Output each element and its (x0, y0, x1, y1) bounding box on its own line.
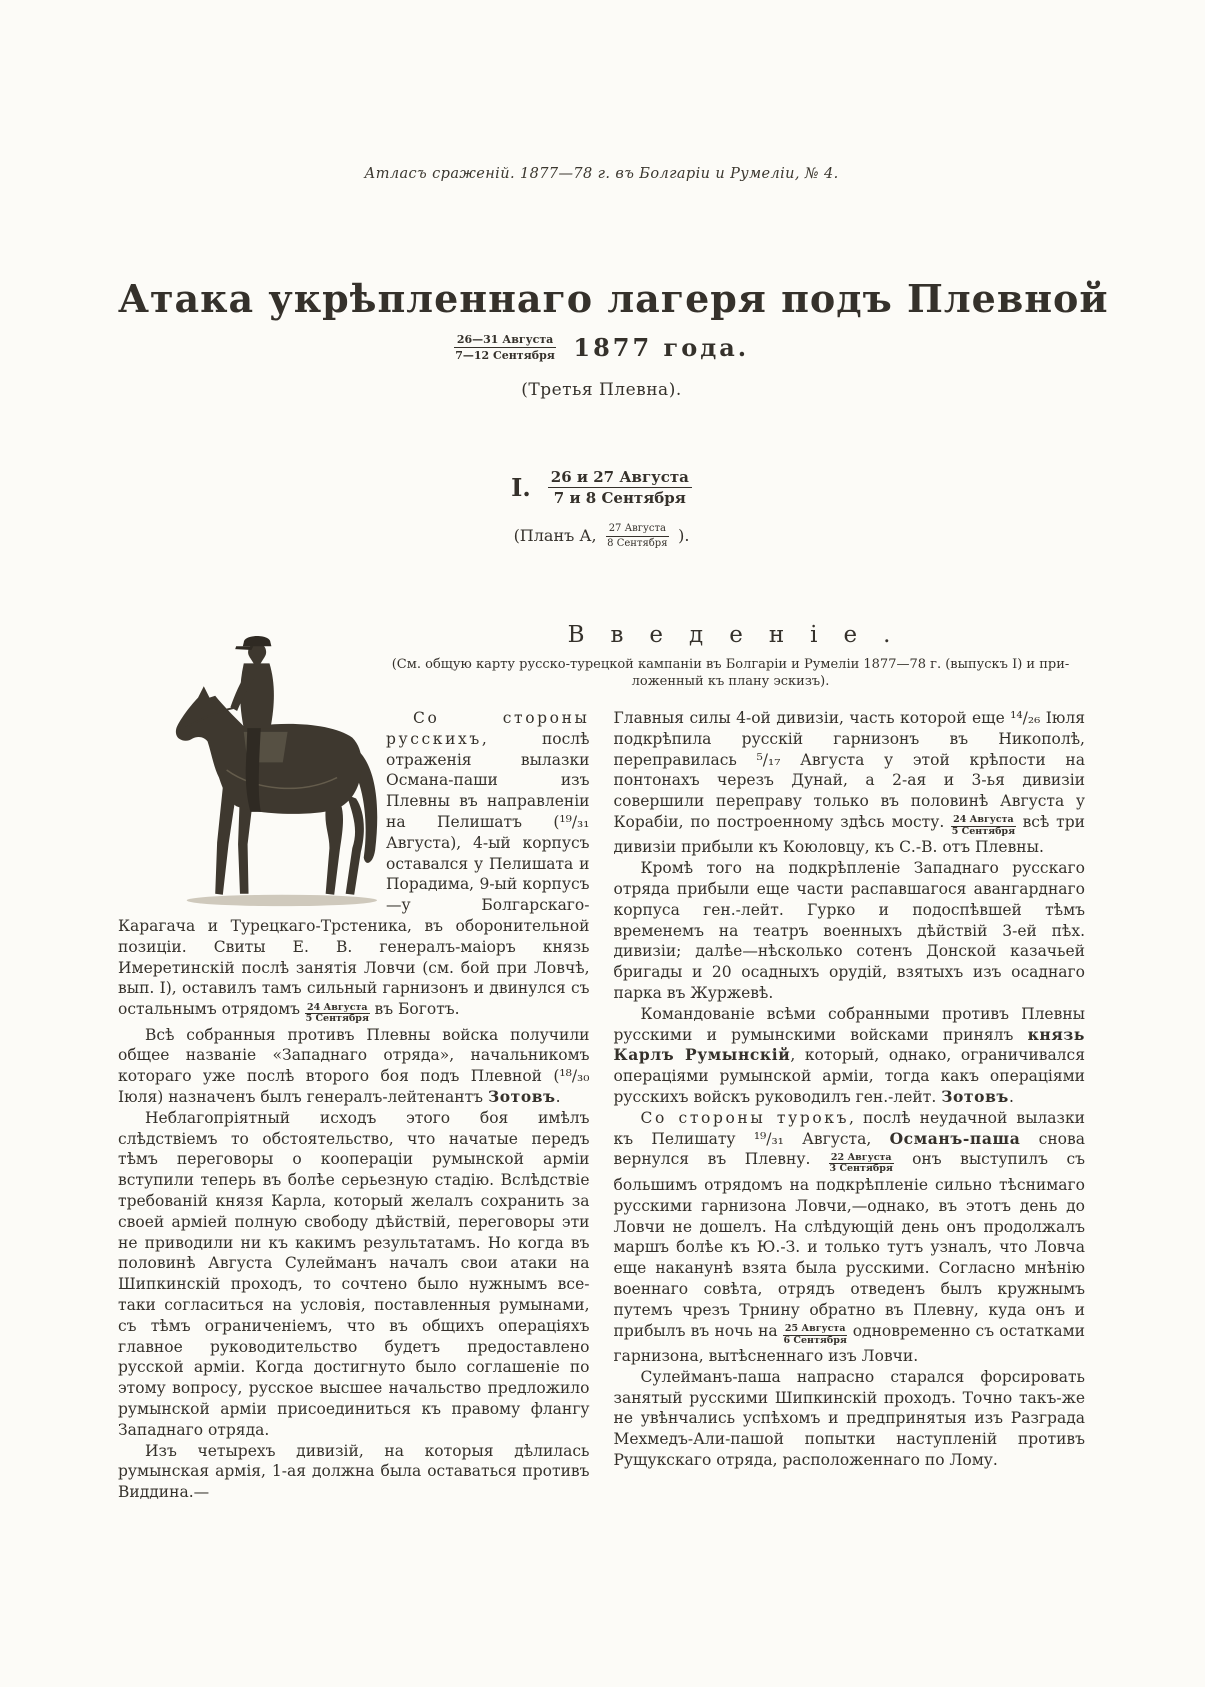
text-run: въ Боготъ. (369, 1000, 460, 1019)
introduction-heading: Введеніе. (567, 622, 917, 648)
plan-date-fraction (606, 523, 669, 550)
text-run: Всѣ собранныя противъ Плевны войска получили общее названіе «Западнаго отряда», начальникомъ котораго уже послѣ второго боя подъ Плевной (¹⁸/₃₀ Іюля) назначенъ былъ генералъ-лейтенантъ (118, 1025, 590, 1107)
text-run: всѣ три дивизіи прибыли къ Коюловцу, къ С.-В. отъ Плевны. (613, 812, 1085, 857)
paragraph (614, 708, 1086, 858)
paragraph (118, 1108, 590, 1441)
paragraph (118, 1025, 590, 1108)
text-run: Командованіе всѣми собранными противъ Плевны русскими и румынскими войсками принялъ (613, 1004, 1085, 1044)
section-heading (118, 468, 1085, 507)
text-run: Неблагопріятный исходъ этого боя имѣлъ слѣдствіемъ то обстоятельство, что начатые передъ тѣмъ переговоры о коопераціи румынской арміи вступили теперь въ болѣе серьезную стадію. Вслѣдствіе требованій князя Карла, который желалъ сохранить за своей арміей полную свободу дѣйствій, переговоры эти не приводили ни къ какимъ результатамъ. Но когда въ половинѣ Августа Сулейманъ началъ свои атаки на Шипкинскій проходъ, то сочтено было нужнымъ все-таки согласиться на условія, поставленныя румынами, съ тѣмъ ограниченіемъ, что въ общихъ операціяхъ главное руководительство будетъ предоставлено русской арміи. Когда достигнуто было соглашеніе по этому вопросу, русское высшее начальство предложило румынской арміи присоединиться къ правому флангу Западнаго отряда. (118, 1108, 590, 1439)
text-run: Османъ-паша (889, 1128, 1021, 1148)
title-date-fraction (454, 333, 556, 362)
plan-date-old-style: 27 Августа (606, 523, 669, 537)
title-date-old-style: 26—31 Августа (454, 333, 556, 348)
text-run: Зотовъ (487, 1087, 556, 1107)
page-title: Атака укрѣпленнаго лагеря подъ Плевной (118, 276, 1109, 321)
plan-date-new-style: 8 Сентября (607, 538, 668, 549)
text-run: онъ выступилъ съ большимъ отрядомъ на подкрѣпленіе сильно тѣснимаго русскими гарнизона Ловчи,—однако, въ этотъ день до Ловчи не дошелъ. На слѣдующій день онъ продолжалъ маршъ болѣе къ Ю.-З. и только тутъ узналъ, что Ловча еще наканунѣ взята была русскими. Согласно мнѣнію военнаго совѣта, отрядъ отведенъ былъ кружнымъ путемъ чрезъ Трнину обратно въ Плевну, куда онъ и прибылъ въ ночь на (613, 1150, 1086, 1340)
introduction-note (376, 656, 1085, 690)
text-run: Главныя силы 4-ой дивизіи, часть которой еще ¹⁴/₂₆ Іюля подкрѣпила русскій гарнизонъ въ Никополѣ, переправилась ⁵/₁₇ Августа у этой крѣпости на понтонахъ черезъ Дунай, а 2-ая и 3-ья дивизіи совершили переправу только въ половинѣ Августа у Корабіи, по построенному здѣсь мосту. (613, 709, 1085, 831)
inline-date-fraction: 22 Августа 3 Сентября (829, 1151, 893, 1175)
subtitle: (Третья Плевна). (521, 380, 682, 400)
paragraph (614, 1367, 1086, 1471)
text-run: . (555, 1088, 561, 1107)
inline-date-fraction: 25 Августа 6 Сентября (783, 1323, 847, 1346)
text-run: Зотовъ (941, 1087, 1009, 1107)
year-label: 1877 года. (573, 333, 750, 362)
introduction-note-line1: (См. общую карту русско-турецкой кампаніи въ Болгаріи и Румеліи 1877—78 г. (выпускъ I) и при- (391, 657, 1070, 672)
paragraph (614, 858, 1086, 1004)
plan-reference (118, 523, 1085, 550)
section-date-new-style: 7 и 8 Сентября (553, 489, 686, 507)
introduction-section (118, 622, 1085, 1503)
paragraph (614, 1108, 1086, 1367)
officer-on-horseback-engraving (160, 626, 398, 914)
text-run: , послѣ отраженія вылазки Османа-паши изъ Плевны въ направленіи на Пелишатъ (¹⁹/₃₁ Августа), 4-ый корпусъ оставался у Пелишата и Порадима, 9-ый корпусъ—у Болгарскаго-Карагача и Турецкаго-Трстеника, въ оборонительной позиціи. Свиты Е. В. генералъ-маіоръ князь Имеретинскій послѣ занятія Ловчи (см. бой при Ловчѣ, вып. I), оставилъ тамъ сильный гарнизонъ и двинулся съ остальнымъ отрядомъ (118, 729, 590, 1019)
plan-prefix: (Планъ А, (513, 526, 597, 545)
text-run: Со стороны русскихъ (386, 709, 590, 748)
section-date-old-style: 26 и 27 Августа (548, 468, 692, 488)
text-run: , послѣ неудачной вылазки къ Пелишату ¹⁹/₃₁ Августа, (613, 1108, 1085, 1148)
text-run: князь Карлъ Румынскій (613, 1024, 1085, 1065)
text-run: Изъ четырехъ дивизій, на которыя дѣлилась румынская армія, 1-ая должна была оставаться противъ Виддина.— (118, 1441, 590, 1502)
text-run: Сулейманъ-паша напрасно старался форсировать занятый русскими Шипкинскій проходъ. Точно такъ-же не увѣнчались успѣхомъ и предпринятыя изъ Разграда Мехмедъ-Али-пашой попытки наступленій противъ Рущукскаго отряда, расположеннаго по Лому. (613, 1367, 1085, 1469)
paragraph (614, 1004, 1086, 1108)
introduction-note-line2: ложенный къ плану эскизъ). (631, 674, 830, 689)
paragraph (118, 1441, 590, 1503)
plan-suffix: ). (678, 526, 690, 545)
title-date-line (118, 333, 1085, 362)
text-run: . (1008, 1088, 1014, 1107)
title-date-new-style: 7—12 Сентября (455, 349, 555, 362)
inline-date-fraction: 24 Августа 5 Сентября (951, 814, 1016, 837)
text-run: одновременно съ остатками гарнизона, вытѣсненнаго изъ Ловчи. (613, 1321, 1085, 1366)
text-run: Кромѣ того на подкрѣпленіе Западнаго русскаго отряда прибыли еще части распавшагося авангарднаго корпуса ген.-лейт. Гурко и подоспѣвшей тѣмъ временемъ на театръ военныхъ дѣйствій 3-ей пѣх. дивизіи; далѣе—нѣсколько сотенъ Донской казачьей бригады и 20 осадныхъ орудій, взятыхъ изъ осаднаго парка въ Журжевѣ. (613, 859, 1085, 1003)
right-column (614, 708, 1086, 1503)
horseman-illustration (160, 626, 398, 914)
running-header: Атласъ сраженій. 1877—78 г. въ Болгаріи и Румеліи, № 4. (364, 166, 839, 182)
section-numeral: I. (511, 473, 531, 502)
text-run: Со стороны турокъ (640, 1108, 850, 1127)
text-run: снова вернулся въ Плевну. (613, 1129, 1085, 1169)
text-run: , который, однако, ограничивался операціями румынской арміи, тогда какъ операціями русскихъ войскъ руководилъ ген.-лейт. (613, 1046, 1085, 1107)
right-column-text (614, 708, 1086, 1471)
inline-date-fraction: 24 Августа 5 Сентября (305, 1001, 369, 1025)
section-date-fraction (548, 468, 692, 507)
